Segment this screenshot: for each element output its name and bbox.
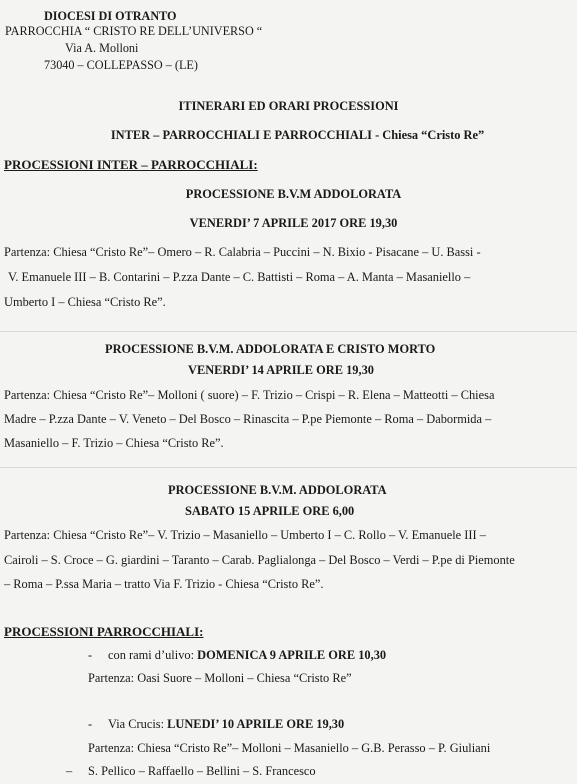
procession-4-heading — [108, 648, 386, 663]
procession-1-route-line: Umberto I – Chiesa “Cristo Re”. — [4, 295, 166, 309]
parish-name: PARROCCHIA “ CRISTO RE DELL’UNIVERSO “ — [5, 24, 263, 38]
procession-1-date: VENERDI’ 7 APRILE 2017 ORE 19,30 — [189, 216, 398, 230]
procession-2-name: PROCESSIONE B.V.M. ADDOLORATA E CRISTO MORTO — [105, 342, 436, 356]
procession-2-date: VENERDI’ 14 APRILE ORE 19,30 — [188, 363, 374, 377]
document-title: ITINERARI ED ORARI PROCESSIONI — [178, 99, 399, 113]
procession-3-name: PROCESSIONE B.V.M. ADDOLORATA — [168, 483, 387, 497]
paper-fold-line — [0, 331, 577, 332]
procession-3-route-line: Partenza: Chiesa “Cristo Re”– V. Trizio – Masaniello – Umberto I – C. Rollo – V. Emanuele III – — [4, 528, 486, 542]
procession-1-route-line: Partenza: Chiesa “Cristo Re”– Omero – R. Calabria – Puccini – N. Bixio - Pisacane – U. Bassi - — [4, 245, 481, 259]
parish-city: 73040 – COLLEPASSO – (LE) — [44, 58, 198, 72]
procession-2-route-line: Masaniello – F. Trizio – Chiesa “Cristo Re”. — [4, 436, 224, 450]
procession-5-date: LUNEDI’ 10 APRILE ORE 19,30 — [167, 717, 345, 731]
procession-4-date: DOMENICA 9 APRILE ORE 10,30 — [197, 648, 387, 662]
procession-5-route-line: Partenza: Chiesa “Cristo Re”– Molloni – Masaniello – G.B. Perasso – P. Giuliani — [88, 741, 491, 755]
procession-2-route-line: Madre – P.zza Dante – V. Veneto – Del Bosco – Rinascita – P.pe Piemonte – Roma – Dabormida – — [4, 412, 492, 426]
procession-1-name: PROCESSIONE B.V.M ADDOLORATA — [185, 187, 402, 201]
procession-5-bullet: - — [88, 717, 93, 731]
procession-4-bullet: - — [88, 648, 93, 662]
procession-3-route-line: – Roma – P.ssa Maria – tratto Via F. Trizio - Chiesa “Cristo Re”. — [4, 577, 324, 591]
diocese-name: DIOCESI DI OTRANTO — [44, 9, 177, 23]
procession-4-type: con rami d’ulivo: — [108, 648, 198, 662]
procession-2-route-line: Partenza: Chiesa “Cristo Re”– Molloni ( suore) – F. Trizio – Crispi – R. Elena – Matteotti – Chiesa — [4, 388, 495, 402]
parish-street: Via A. Molloni — [65, 41, 139, 55]
procession-5-route-dash: – — [66, 764, 73, 778]
procession-5-type: Via Crucis: — [108, 717, 168, 731]
section-heading-parish: PROCESSIONI PARROCCHIALI: — [4, 624, 204, 639]
document-subtitle: INTER – PARROCCHIALI E PARROCCHIALI - Chiesa “Cristo Re” — [110, 128, 485, 142]
procession-5-route-line: S. Pellico – Raffaello – Bellini – S. Francesco — [88, 764, 316, 778]
procession-1-route-line: V. Emanuele III – B. Contarini – P.zza Dante – C. Battisti – Roma – A. Manta – Masaniello – — [8, 270, 471, 284]
procession-5-heading — [108, 717, 344, 732]
procession-3-date: SABATO 15 APRILE ORE 6,00 — [185, 504, 355, 518]
procession-3-route-line: Cairoli – S. Croce – G. giardini – Taranto – Carab. Paglialonga – Del Bosco – Verdi – P.pe di Piemonte — [4, 553, 515, 567]
procession-4-route: Partenza: Oasi Suore – Molloni – Chiesa “Cristo Re” — [88, 671, 352, 685]
paper-fold-line — [0, 467, 577, 468]
section-heading-inter: PROCESSIONI INTER – PARROCCHIALI: — [4, 157, 258, 172]
